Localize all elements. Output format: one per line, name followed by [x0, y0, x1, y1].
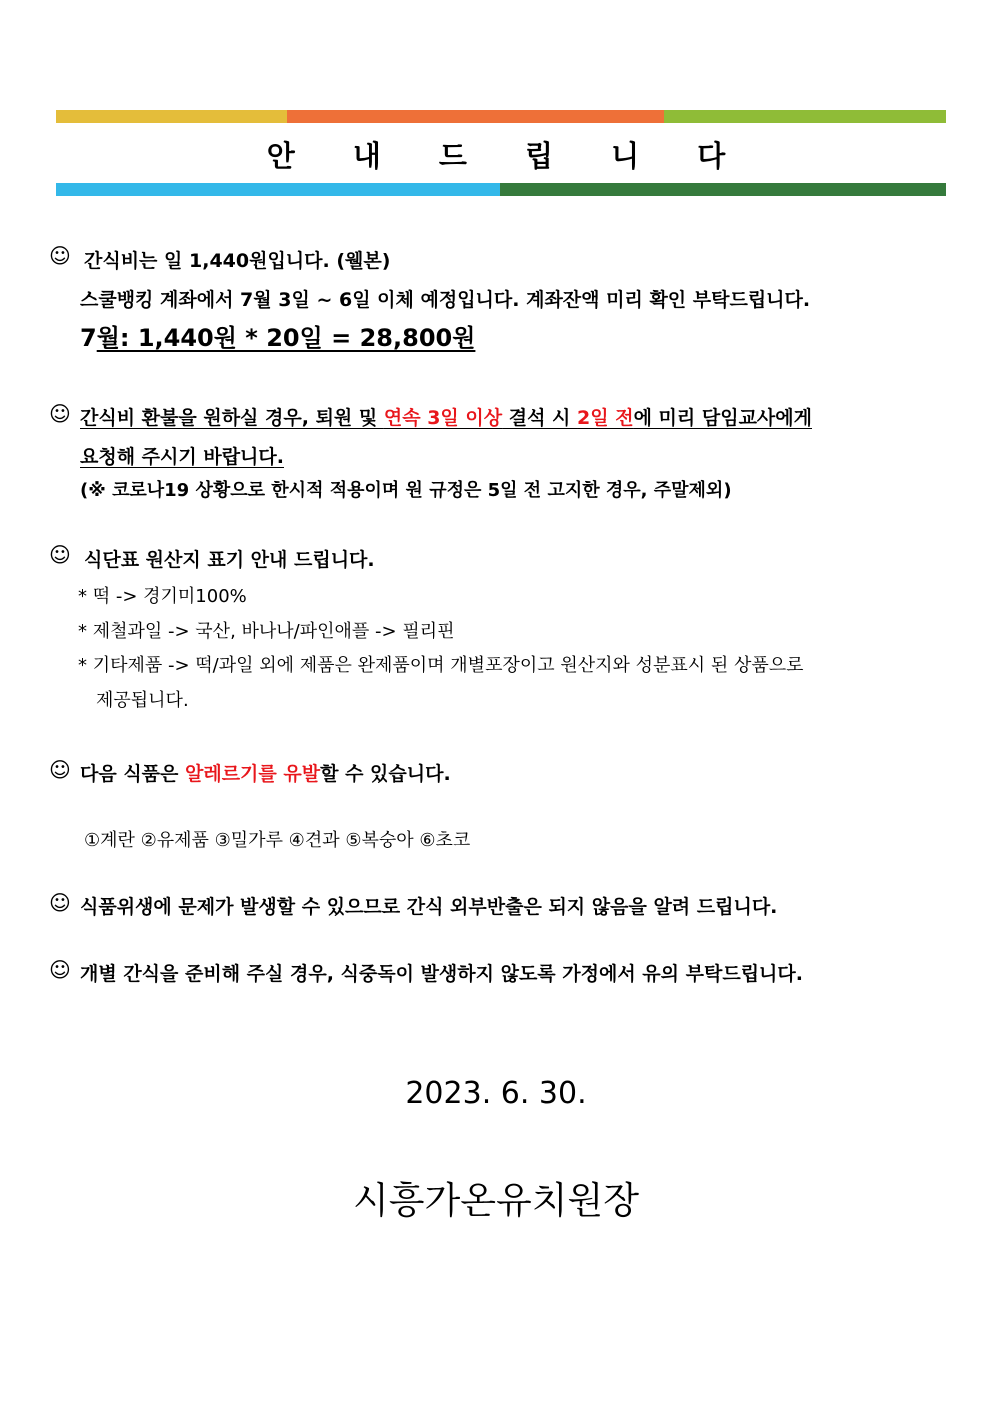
origin-item-text: * 제철과일 -> 국산, 바나나/파인애플 -> 필리핀 [78, 621, 455, 642]
allergy-text-a: 다음 식품은 [80, 763, 185, 785]
top-bar-green [664, 110, 946, 123]
signature: 시흥가온유치원장 [353, 1179, 639, 1222]
smile-icon: ☺ [49, 758, 71, 782]
total-calc: 월: 1,440원 * 20일 = 28,800원 [96, 324, 476, 352]
origin-item-other-cont [96, 686, 189, 712]
top-bar-yellow [56, 110, 287, 123]
refund-note [80, 476, 732, 502]
refund-highlight-days: 연속 3일 이상 [383, 407, 503, 429]
origin-item-text: * 기타제품 -> 떡/과일 외에 제품은 완제품이며 개별포장이고 원산지와 성분표시 된 상품으로 [78, 655, 804, 676]
fee-text: 간식비는 일 1,440원입니다. (웰본) [84, 250, 391, 272]
total-line [80, 318, 475, 353]
origin-item-other [78, 651, 804, 677]
smile-icon: ☺ [49, 244, 71, 268]
origin-heading-text: 식단표 원산지 표기 안내 드립니다. [84, 549, 375, 571]
banking-line [80, 285, 810, 312]
hygiene-text: 식품위생에 문제가 발생할 수 있으므로 간식 외부반출은 되지 않음을 알려 드립니다. [80, 896, 778, 918]
top-bar-orange [287, 110, 664, 123]
origin-item-text: 제공됩니다. [96, 690, 189, 711]
refund-text-b: 결석 시 [502, 407, 578, 429]
fee-line [84, 246, 390, 273]
allergy-highlight: 알레르기를 유발 [185, 763, 321, 785]
banking-text: 스쿨뱅킹 계좌에서 7월 3일 ~ 6일 이체 예정입니다. 계좌잔액 미리 확인 부탁드립니다. [80, 289, 811, 311]
refund-text-c: 에 미리 담임교사에게 [633, 407, 812, 429]
allergy-text-b: 할 수 있습니다. [320, 763, 451, 785]
origin-item-rice-cake [78, 582, 247, 608]
page-title: 안 내 드 립 니 다 [266, 139, 750, 173]
personal-snack-text: 개별 간식을 준비해 주실 경우, 식중독이 발생하지 않도록 가정에서 유의 부탁드립니다. [80, 963, 803, 985]
refund-text-a: 간식비 환불을 원하실 경우, 퇴원 및 [80, 407, 384, 429]
refund-highlight-before: 2일 전 [577, 407, 634, 429]
total-month: 7 [80, 324, 97, 352]
personal-snack-line [80, 959, 803, 986]
bottom-bar-blue [56, 183, 500, 196]
allergy-line [80, 759, 451, 786]
origin-heading [84, 545, 375, 572]
refund-note-text: (※ 코로나19 상황으로 한시적 적용이며 원 규정은 5일 전 고지한 경우, 주말제외) [80, 480, 732, 501]
document-date: 2023. 6. 30. [405, 1076, 587, 1111]
smile-icon: ☺ [49, 402, 71, 426]
hygiene-line [80, 892, 777, 919]
allergy-list-text: ①계란 ②유제품 ③밀가루 ④견과 ⑤복숭아 ⑥초코 [84, 830, 471, 851]
origin-item-fruit [78, 617, 454, 643]
refund-text-2: 요청해 주시기 바랍니다. [80, 446, 284, 468]
allergy-list [84, 826, 470, 852]
refund-line [80, 403, 812, 430]
smile-icon: ☺ [49, 543, 71, 567]
smile-icon: ☺ [49, 891, 71, 915]
refund-line-2 [80, 442, 284, 469]
origin-item-text: * 떡 -> 경기미100% [78, 586, 247, 607]
smile-icon: ☺ [49, 958, 71, 982]
bottom-bar-darkgreen [500, 183, 946, 196]
